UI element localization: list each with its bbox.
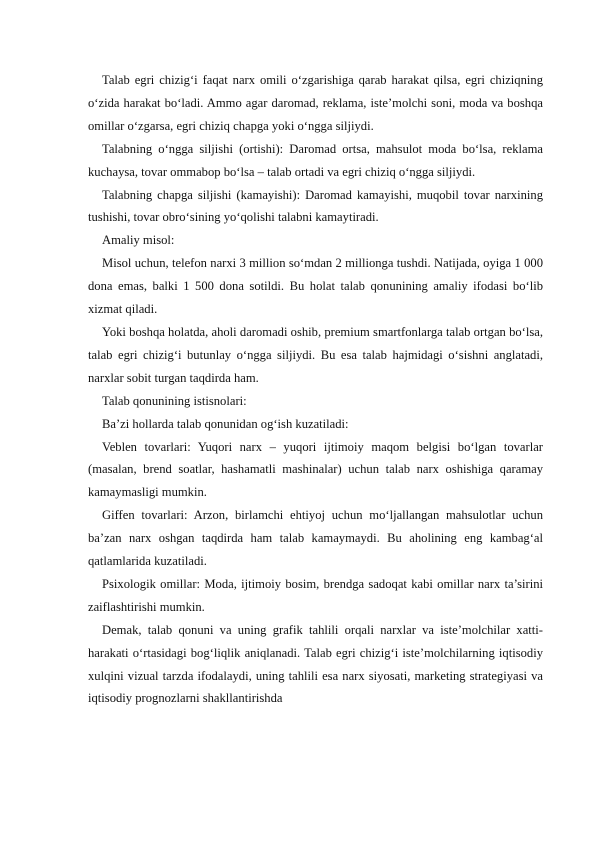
paragraph-practical-example-heading: Amaliy misol: <box>102 233 175 248</box>
paragraph-veblen-goods: Veblen tovarlari: Yuqori narx – yuqori ijtimoiy maqom belgisi bo‘lgan tovarlar (masalan, brend soatlar, hashamatli mashinalar) uchun talab narx oshishiga qaramay kamaymasligi mumkin. <box>88 439 543 500</box>
paragraph-conclusion: Demak, talab qonuni va uning grafik tahlili orqali narxlar va iste’molchilar xatti-harakati o‘rtasidagi bog‘liqlik aniqlanadi. Talab egri chizig‘i iste’molchilarning iqtisodiy xulqini vizual tarzda ifodalaydi, uning tahlili esa narx siyosati, marketing strategiyasi va iqtisodiy prognozlarni shakllantirishda <box>88 622 543 706</box>
paragraph-demand-curve-movement: Talab egri chizig‘i faqat narx omili o‘zgarishiga qarab harakat qilsa, egri chiziqning o‘zida harakat bo‘ladi. Ammo agar daromad, reklama, iste’molchi soni, moda va boshqa omillar o‘zgarsa, egri chiziq chapga yoki o‘ngga siljiydi. <box>88 73 543 133</box>
paragraph-psychological-factors: Psixologik omillar: Moda, ijtimoiy bosim, brendga sadoqat kabi omillar narx ta’sirini zaiflashtirishi mumkin. <box>88 576 543 614</box>
paragraph-rightward-shift: Talabning o‘ngga siljishi (ortishi): Daromad ortsa, mahsulot moda bo‘lsa, reklama kuchaysa, tovar ommabop bo‘lsa – talab ortadi va egri chiziq o‘ngga siljiydi. <box>88 141 543 179</box>
paragraph-leftward-shift: Talabning chapga siljishi (kamayishi): Daromad kamayishi, muqobil tovar narxining tushishi, tovar obro‘sining yo‘qolishi talabni kamaytiradi. <box>88 187 543 225</box>
document-body <box>88 69 543 710</box>
paragraph-phone-price-example: Misol uchun, telefon narxi 3 million so‘mdan 2 millionga tushdi. Natijada, oyiga 1 000 dona emas, balki 1 500 dona sotildi. Bu holat talab qonunining amaliy ifodasi bo‘lib xizmat qiladi. <box>88 256 543 317</box>
paragraph-exceptions-heading: Talab qonunining istisnolari: <box>102 393 247 408</box>
paragraph-deviation-intro: Ba’zi hollarda talab qonunidan og‘ish kuzatiladi: <box>102 416 349 431</box>
paragraph-giffen-goods: Giffen tovarlari: Arzon, birlamchi ehtiyoj uchun mo‘ljallangan mahsulotlar uchun ba’zan narx oshgan taqdirda ham talab kamaymaydi. Bu aholining eng kambag‘al qatlamlarida kuzatiladi. <box>88 508 543 569</box>
paragraph-income-growth-example: Yoki boshqa holatda, aholi daromadi oshib, premium smartfonlarga talab ortgan bo‘lsa, talab egri chizig‘i butunlay o‘ngga siljiydi. Bu esa talab hajmidagi o‘sishni anglatadi, narxlar sobit turgan taqdirda ham. <box>88 324 543 385</box>
